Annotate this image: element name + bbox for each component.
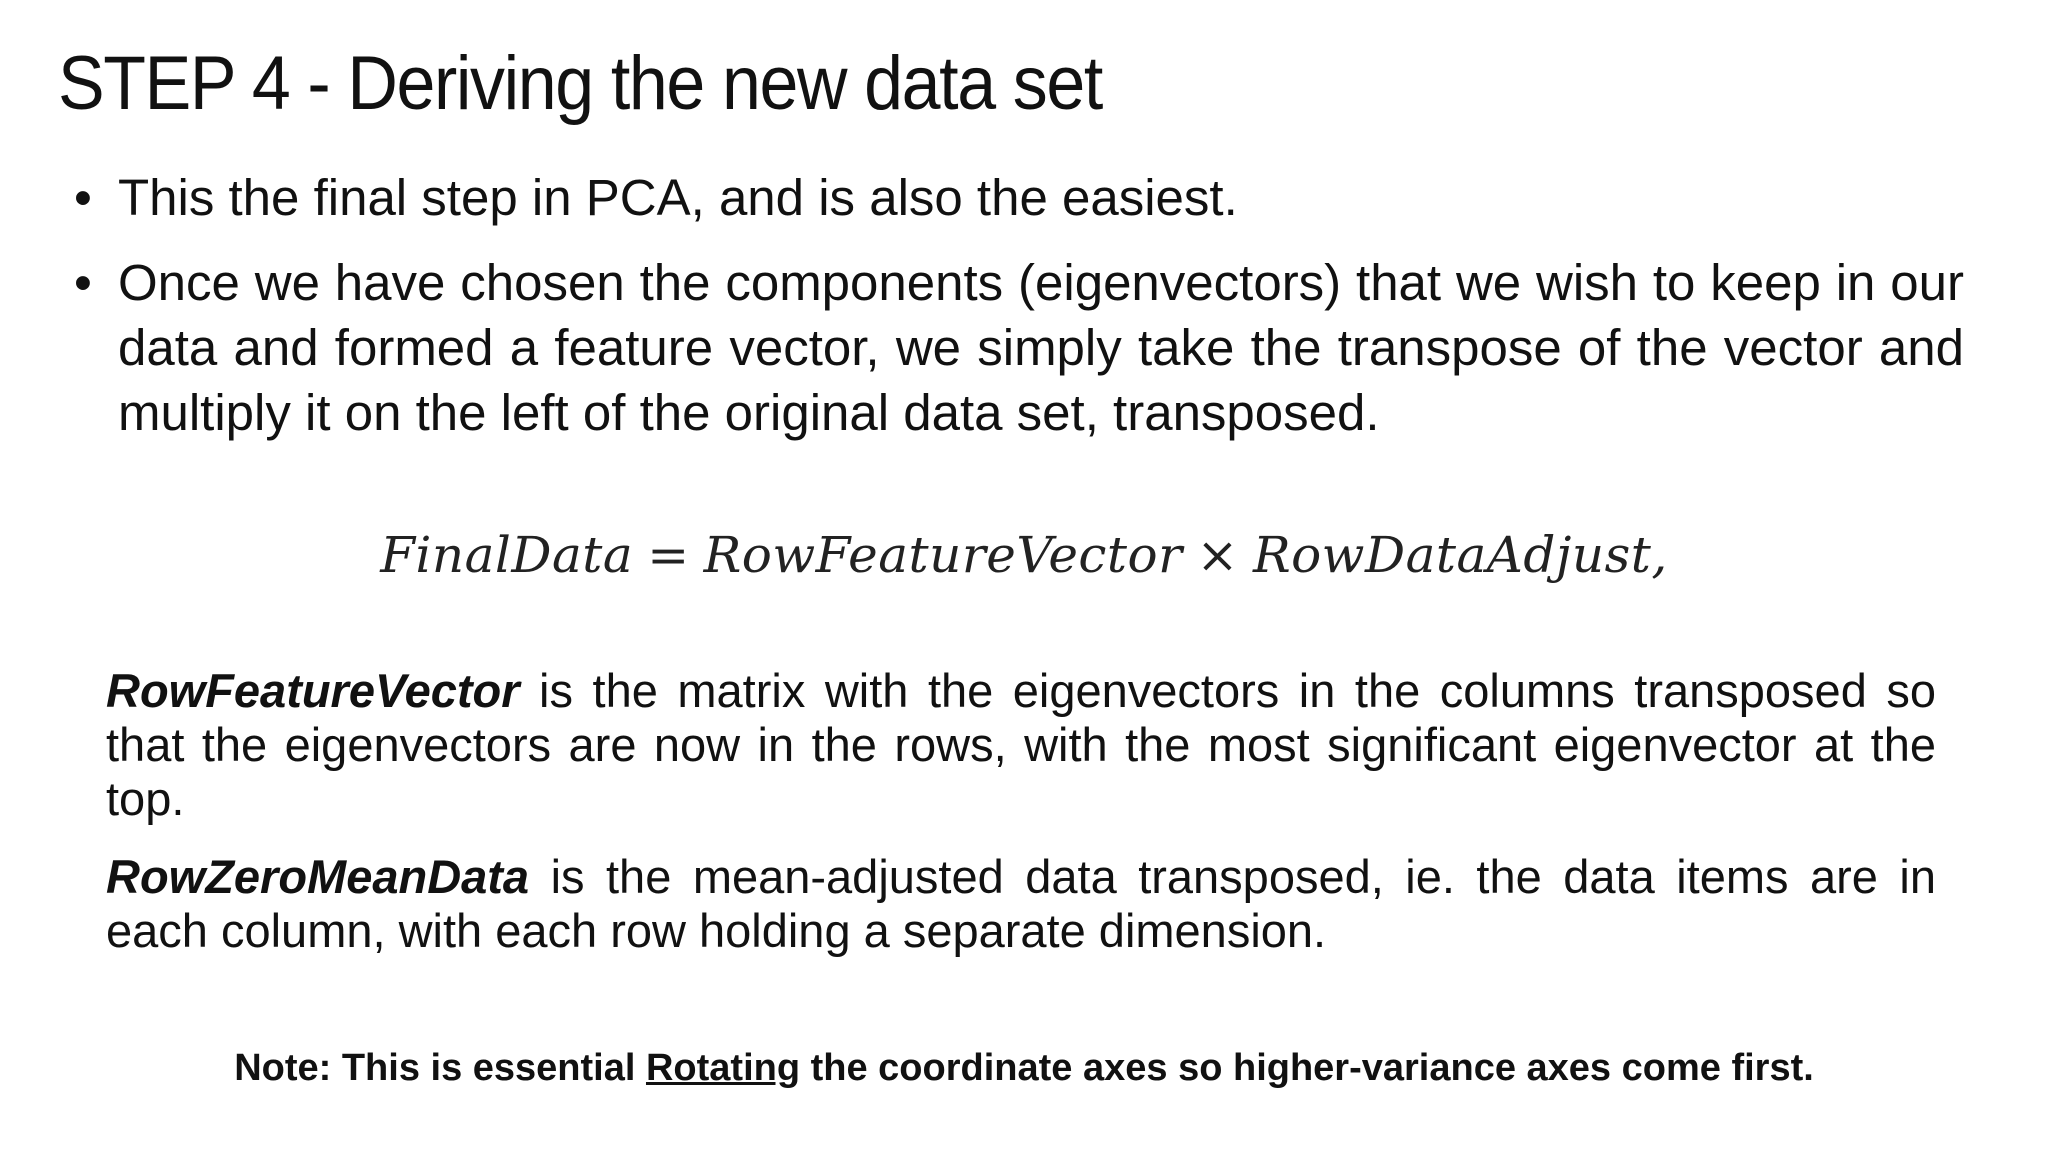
definition-row-feature-vector [106,664,1936,826]
formula-term-1: RowFeatureVector [703,526,1183,584]
bullet-marker: • [74,169,92,226]
bullet-list [74,165,1964,465]
formula-trailing: , [1651,526,1668,584]
formula-term-2: RowDataAdjust [1252,526,1652,584]
definition-term: RowZeroMeanData [106,850,530,903]
formula-times: × [1196,526,1239,584]
footnote [0,1044,2048,1092]
note-prefix: Note: This is essential [234,1047,646,1089]
definition-row-zero-mean-data [106,850,1936,958]
note-suffix: the coordinate axes so higher-variance axes come first. [800,1047,1814,1089]
formula-equals: = [647,526,690,584]
bullet-text: This the final step in PCA, and is also the easiest. [118,169,1238,226]
formula-lhs: FinalData [380,526,634,584]
definition-term: RowFeatureVector [106,664,520,717]
definition-text: is the matrix with the eigenvectors in the columns transposed so that the eigenvectors are now in the rows, with the most significant eigenvector at the top. [106,664,1936,825]
bullet-marker: • [74,254,92,311]
bullet-text: Once we have chosen the components (eigenvectors) that we wish to keep in our data and formed a feature vector, we simply take the transpose of the vector and multiply it on the left of the original data set, transposed. [118,254,1964,441]
note-emphasis: Rotating [645,1047,801,1089]
bullet-item [74,250,1964,445]
slide-title: STEP 4 - Deriving the new data set [58,41,1102,126]
pca-formula [0,520,2048,590]
definition-text: is the mean-adjusted data transposed, ie. the data items are in each column, with each row holding a separate dimension. [106,850,1936,957]
bullet-item [74,165,1964,230]
